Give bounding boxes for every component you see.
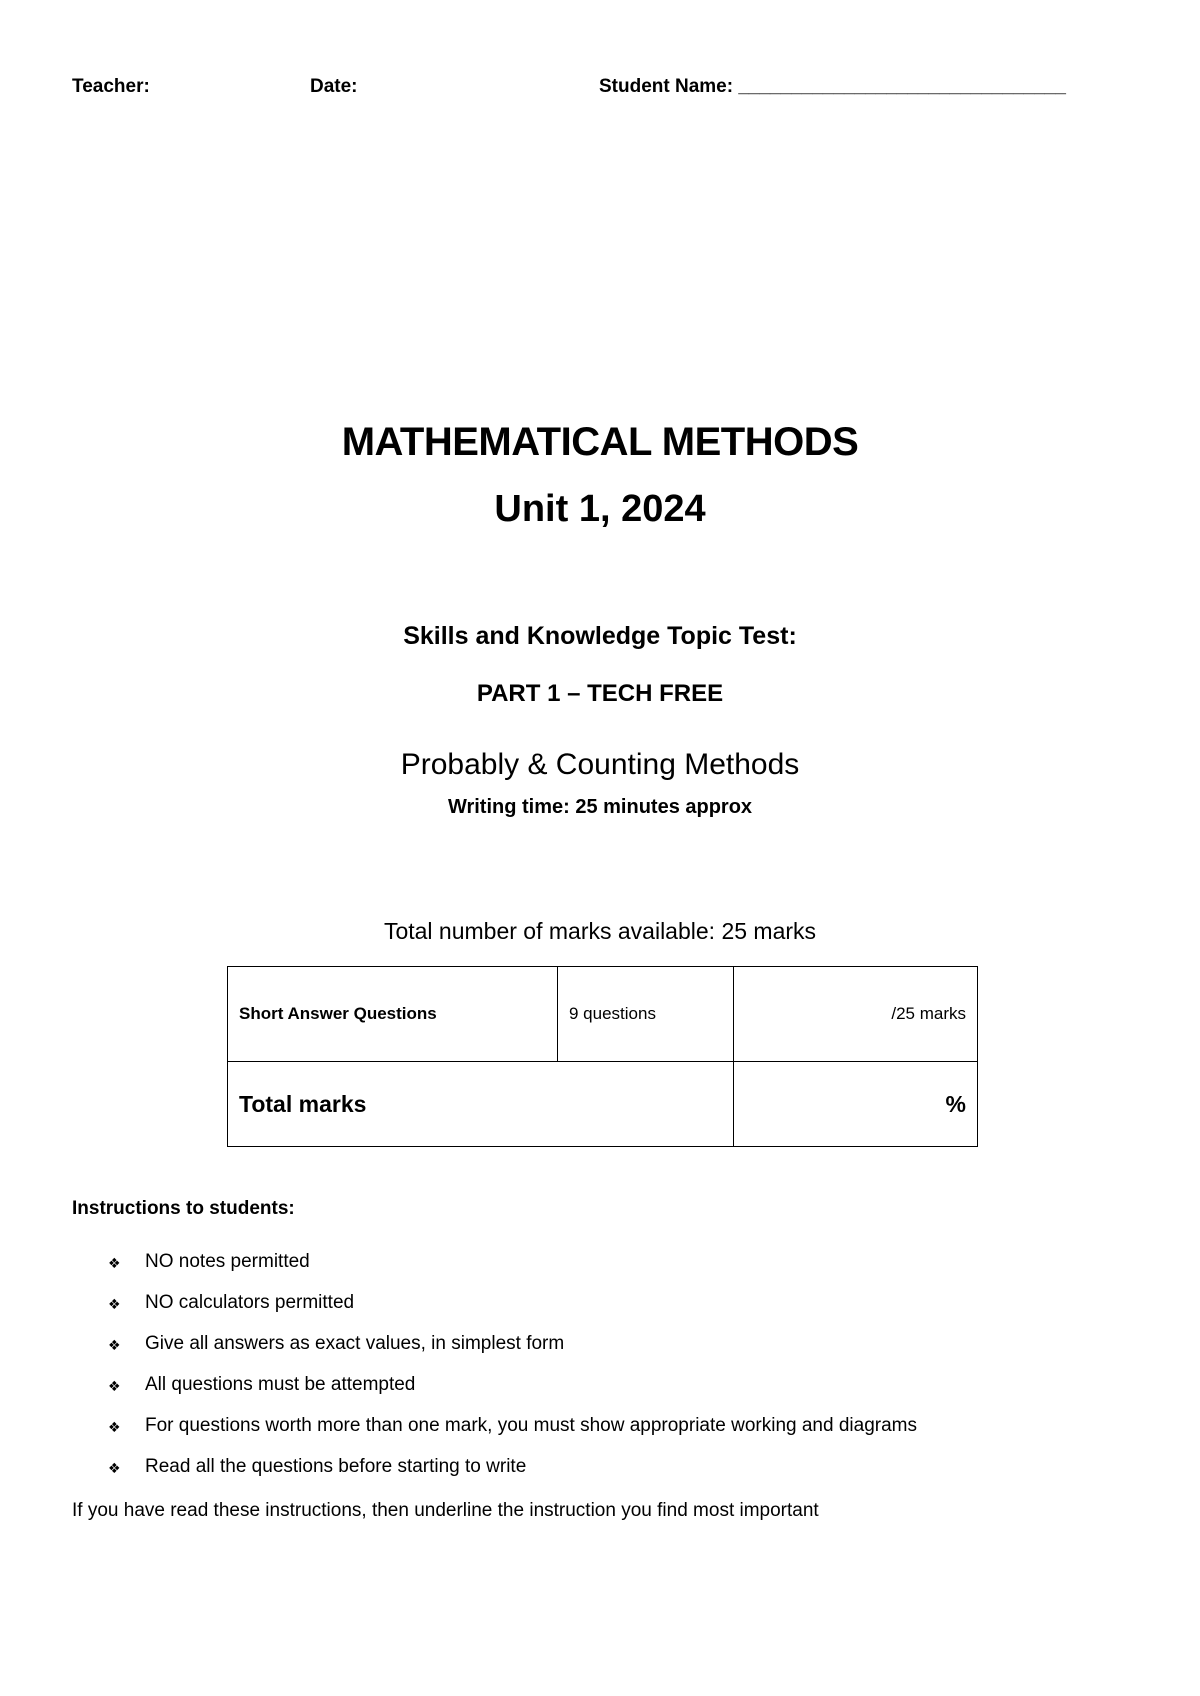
- list-item: [72, 1291, 1132, 1332]
- total-marks-available: Total number of marks available: 25 marks: [383, 918, 817, 944]
- diamond-bullet-icon: ❖: [108, 1296, 121, 1312]
- instruction-text: NO calculators permitted: [145, 1292, 355, 1313]
- section-label-cell: Short Answer Questions: [228, 967, 558, 1062]
- diamond-bullet-icon: ❖: [108, 1337, 121, 1353]
- table-row: [228, 1062, 978, 1147]
- instruction-text: Read all the questions before starting to write: [145, 1456, 527, 1477]
- table-row: [228, 967, 978, 1062]
- instructions-title: Instructions to students:: [72, 1198, 295, 1219]
- diamond-bullet-icon: ❖: [108, 1419, 121, 1435]
- list-item: [72, 1455, 1132, 1496]
- list-item: [72, 1332, 1132, 1373]
- header-row: [72, 76, 1132, 102]
- total-marks-label-cell: Total marks: [228, 1062, 734, 1147]
- diamond-bullet-icon: ❖: [108, 1460, 121, 1476]
- total-marks-value-cell: %: [734, 1062, 978, 1147]
- list-item: [72, 1414, 1132, 1455]
- teacher-label: Teacher:: [72, 76, 150, 97]
- diamond-bullet-icon: ❖: [108, 1378, 121, 1394]
- writing-time: Writing time: 25 minutes approx: [447, 796, 753, 818]
- test-type-heading: Skills and Knowledge Topic Test:: [403, 622, 797, 650]
- part-heading: PART 1 – TECH FREE: [476, 680, 724, 707]
- instruction-text: Give all answers as exact values, in simplest form: [145, 1333, 565, 1354]
- date-label: Date:: [310, 76, 358, 97]
- marks-table: [227, 966, 978, 1147]
- student-name-label: Student Name: _______________________________: [599, 76, 1066, 97]
- instruction-text: All questions must be attempted: [145, 1374, 416, 1395]
- diamond-bullet-icon: ❖: [108, 1255, 121, 1271]
- section-marks-cell: /25 marks: [734, 967, 978, 1062]
- instruction-text: For questions worth more than one mark, you must show appropriate working and diagrams: [145, 1415, 917, 1436]
- question-count-cell: 9 questions: [558, 967, 734, 1062]
- instructions-final-note: If you have read these instructions, then underline the instruction you find most important: [72, 1500, 819, 1521]
- unit-title: Unit 1, 2024: [494, 488, 706, 530]
- instruction-text: NO notes permitted: [145, 1251, 310, 1272]
- list-item: [72, 1373, 1132, 1414]
- subject-title: MATHEMATICAL METHODS: [341, 420, 859, 464]
- instructions-list: [72, 1250, 1132, 1496]
- topic-heading: Probably & Counting Methods: [400, 748, 800, 781]
- list-item: [72, 1250, 1132, 1291]
